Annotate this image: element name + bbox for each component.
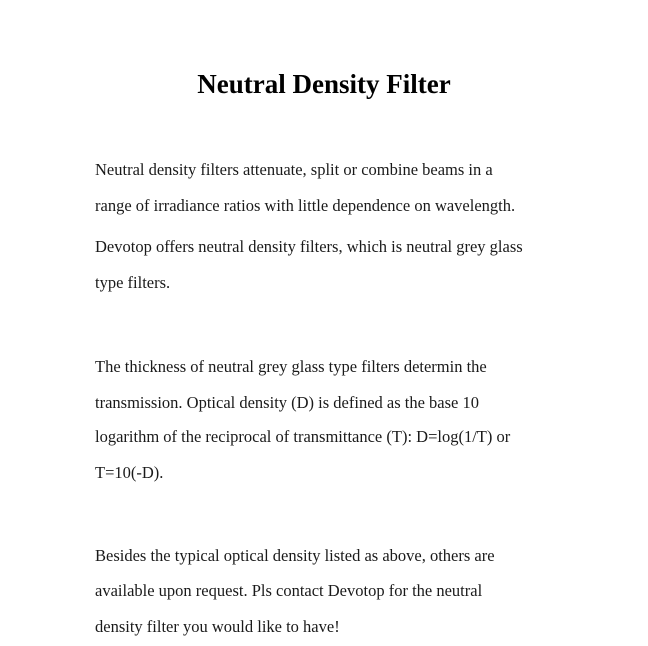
page-title: Neutral Density Filter <box>197 69 451 99</box>
paragraph-2-line-3: logarithm of the reciprocal of transmittance (T): D=log(1/T) or <box>95 427 511 446</box>
paragraph-2-line-2: transmission. Optical density (D) is defined as the base 10 <box>95 393 480 412</box>
paragraph-3-line-3: density filter you would like to have! <box>95 617 340 636</box>
paragraph-3-line-1: Besides the typical optical density listed as above, others are <box>95 546 495 565</box>
paragraph-1-line-4: type filters. <box>95 273 171 292</box>
paragraph-1-line-3: Devotop offers neutral density filters, which is neutral grey glass <box>95 237 523 256</box>
paragraph-1-line-1: Neutral density filters attenuate, split or combine beams in a <box>95 160 493 179</box>
paragraph-2-line-1: The thickness of neutral grey glass type filters determin the <box>95 357 487 376</box>
paragraph-3-line-2: available upon request. Pls contact Devotop for the neutral <box>95 581 483 600</box>
paragraph-2-line-4: T=10(-D). <box>95 463 164 482</box>
paragraph-1-line-2: range of irradiance ratios with little dependence on wavelength. <box>95 196 516 215</box>
